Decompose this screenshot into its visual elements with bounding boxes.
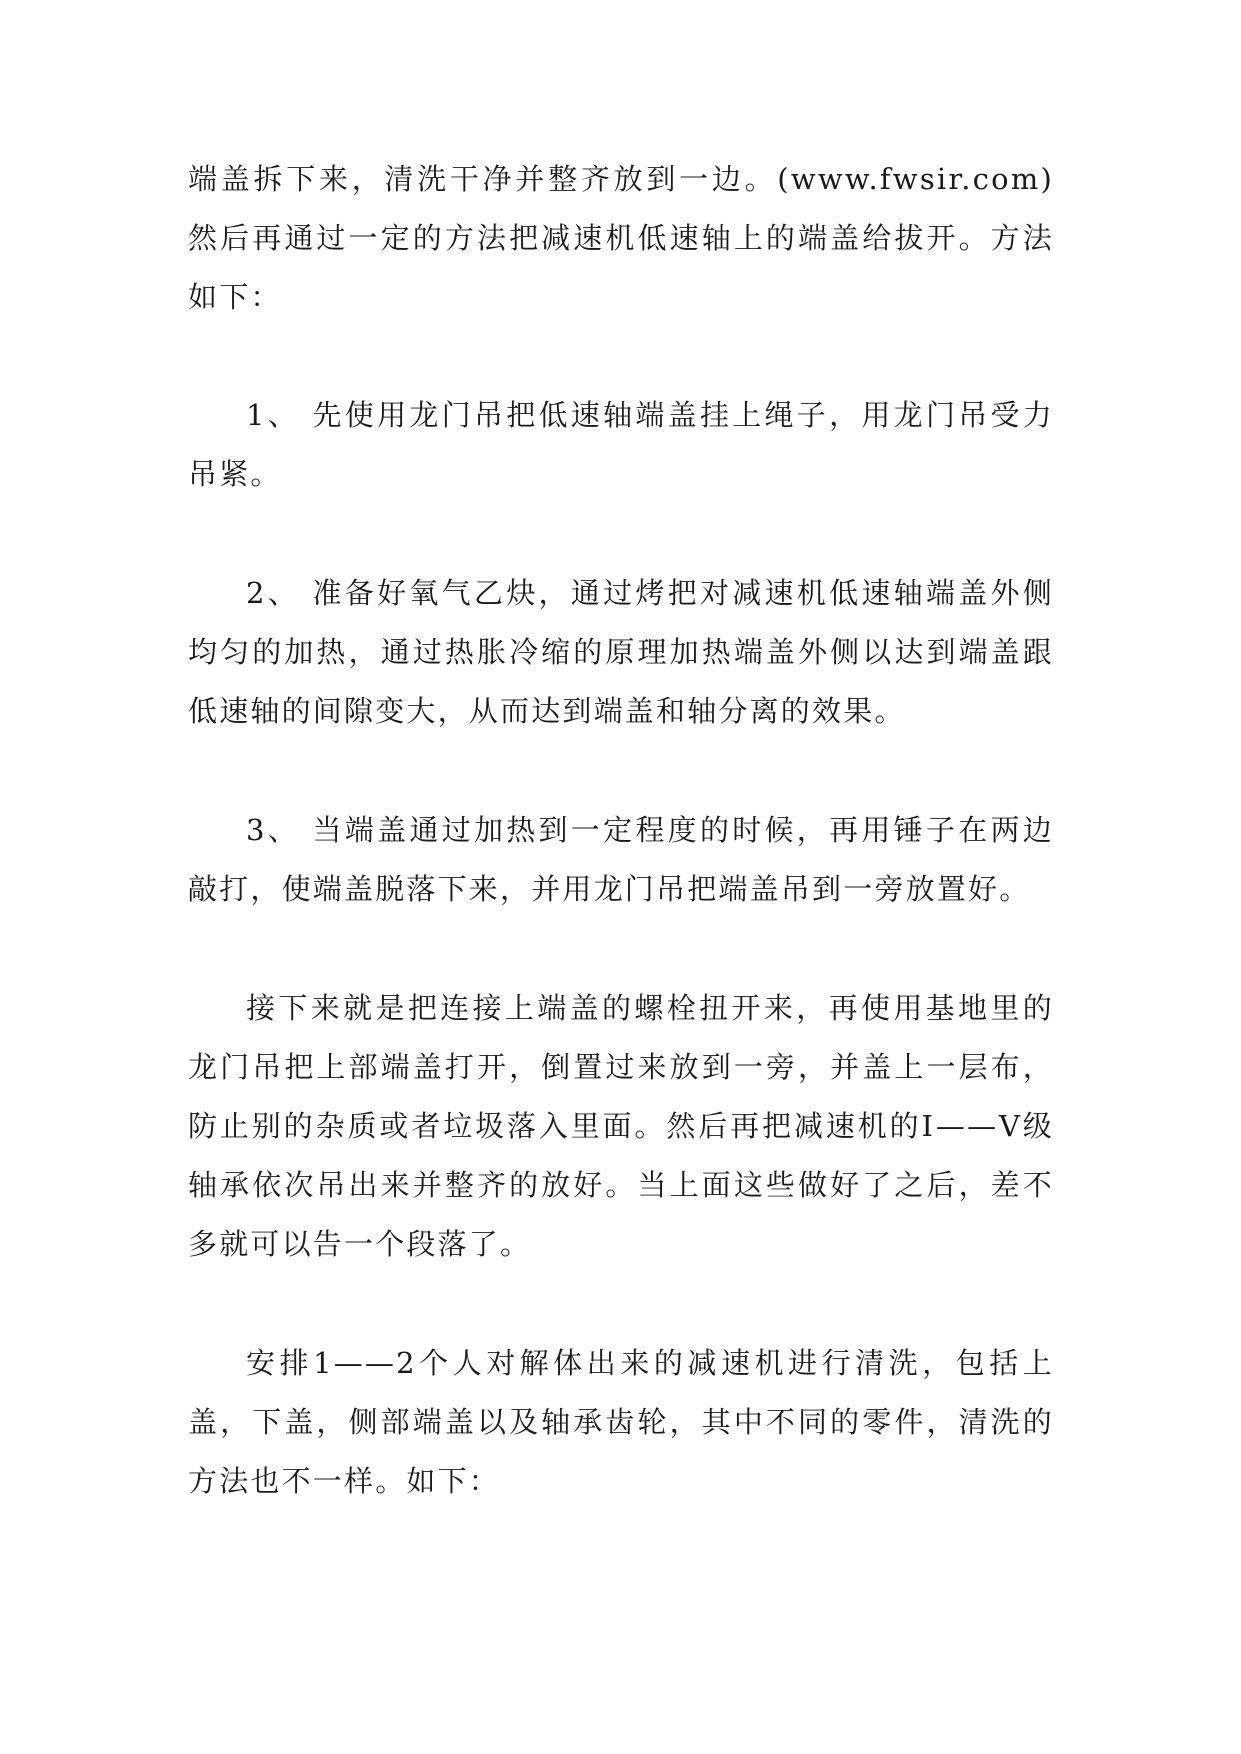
paragraph-step-1: 1、 先使用龙门吊把低速轴端盖挂上绳子，用龙门吊受力吊紧。 xyxy=(188,398,1054,491)
paragraph-continuation: 端盖拆下来，清洗干净并整齐放到一边。(www.fwsir.com)然后再通过一定的方法把减速机低速轴上的端盖给拔开。方法如下： xyxy=(188,162,1054,314)
document-page xyxy=(188,150,1054,1571)
paragraph-cleaning: 安排1——2个人对解体出来的减速机进行清洗，包括上盖，下盖，侧部端盖以及轴承齿轮，其中不同的零件，清洗的方法也不一样。如下： xyxy=(188,1346,1054,1498)
paragraph-step-3: 3、 当端盖通过加热到一定程度的时候，再用锤子在两边敲打，使端盖脱落下来，并用龙门吊把端盖吊到一旁放置好。 xyxy=(188,813,1054,906)
paragraph-step-2: 2、 准备好氧气乙炔，通过烤把对减速机低速轴端盖外侧均匀的加热，通过热胀冷缩的原理加热端盖外侧以达到端盖跟低速轴的间隙变大，从而达到端盖和轴分离的效果。 xyxy=(188,576,1054,728)
paragraph-disassembly: 接下来就是把连接上端盖的螺栓扭开来，再使用基地里的龙门吊把上部端盖打开，倒置过来放到一旁，并盖上一层布，防止别的杂质或者垃圾落入里面。然后再把减速机的Ⅰ——Ⅴ级轴承依次吊出来并整齐的放好。当上面这些做好了之后，差不多就可以告一个段落了。 xyxy=(188,991,1054,1261)
